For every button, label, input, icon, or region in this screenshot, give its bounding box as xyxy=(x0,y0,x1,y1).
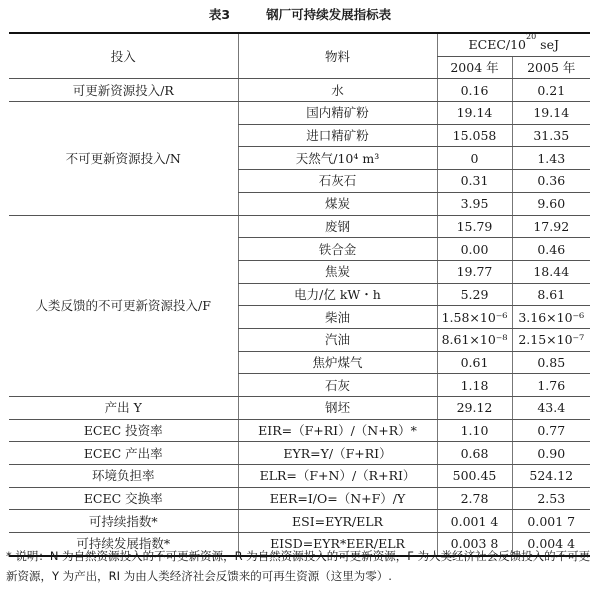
value-2004: 0.61 xyxy=(437,351,512,374)
indicator-label: ECEC 产出率 xyxy=(9,442,238,465)
value-2005: 0.36 xyxy=(512,170,590,193)
value-2005: 1.76 xyxy=(512,374,590,397)
value-2005: 17.92 xyxy=(512,215,590,238)
material-cell: 汽油 xyxy=(238,328,437,351)
value-2005: 2.53 xyxy=(512,487,590,510)
value-2005: 19.14 xyxy=(512,102,590,125)
value-2005: 18.44 xyxy=(512,260,590,283)
value-2005: 31.35 xyxy=(512,124,590,147)
indicator-label: 可持续指数* xyxy=(9,510,238,533)
indicator-label: 环境负担率 xyxy=(9,465,238,488)
value-2005: 0.21 xyxy=(512,79,590,102)
material-cell: 柴油 xyxy=(238,306,437,329)
table-number: 表3 xyxy=(208,7,231,22)
value-2005: 0.90 xyxy=(512,442,590,465)
value-2005: 0.001 7 xyxy=(512,510,590,533)
indicator-formula: EER=I/O=（N+F）/Y xyxy=(238,487,437,510)
table-footnote: * 说明：N 为自然资源投入的不可更新资源，R 为自然资源投入的可更新资源，F 为人类经济社会反馈投入的不可更新资源，Y 为产出，RI 为由人类经济社会反馈来的可再生资源（这里为零）. xyxy=(6,549,591,583)
value-2005: 43.4 xyxy=(512,397,590,420)
material-cell: 焦炉煤气 xyxy=(238,351,437,374)
material-cell: 进口精矿粉 xyxy=(238,124,437,147)
value-2004: 0 xyxy=(437,147,512,170)
material-cell: 铁合金 xyxy=(238,238,437,261)
value-2005: 0.85 xyxy=(512,351,590,374)
value-2004: 0.00 xyxy=(437,238,512,261)
value-2005: 524.12 xyxy=(512,465,590,488)
header-row xyxy=(9,33,590,56)
material-cell: 煤炭 xyxy=(238,192,437,215)
material-cell: 焦炭 xyxy=(238,260,437,283)
material-cell: 水 xyxy=(238,79,437,102)
indicator-label: 可持续发展指数* xyxy=(9,533,238,556)
value-2004: 0.16 xyxy=(437,79,512,102)
value-2004: 1.58×10⁻⁶ xyxy=(437,306,512,329)
group-label: 不可更新资源投入/N xyxy=(9,102,238,215)
value-2005: 1.43 xyxy=(512,147,590,170)
value-2004: 0.68 xyxy=(437,442,512,465)
value-2004: 2.78 xyxy=(437,487,512,510)
value-2004: 0.003 8 xyxy=(437,533,512,556)
header-material: 物料 xyxy=(238,33,437,79)
material-cell: 天然气/10⁴ m³ xyxy=(238,147,437,170)
group-label: 可更新资源投入/R xyxy=(9,79,238,102)
sustainability-index-table xyxy=(9,32,590,557)
indicator-formula: EISD=EYR*EER/ELR xyxy=(238,533,437,556)
header-input: 投入 xyxy=(9,33,238,79)
header-year-2004: 2004 年 xyxy=(437,56,512,79)
table-row xyxy=(9,215,590,238)
value-2004: 500.45 xyxy=(437,465,512,488)
indicator-row xyxy=(9,397,590,420)
indicator-formula: EYR=Y/（F+RI） xyxy=(238,442,437,465)
value-2004: 5.29 xyxy=(437,283,512,306)
indicator-formula: ESI=EYR/ELR xyxy=(238,510,437,533)
value-2004: 15.79 xyxy=(437,215,512,238)
value-2004: 1.18 xyxy=(437,374,512,397)
indicator-formula: ELR=（F+N）/（R+RI） xyxy=(238,465,437,488)
indicator-formula: EIR=（F+RI）/（N+R）* xyxy=(238,419,437,442)
value-2005: 0.46 xyxy=(512,238,590,261)
material-cell: 废钢 xyxy=(238,215,437,238)
value-2004: 29.12 xyxy=(437,397,512,420)
value-2005: 0.77 xyxy=(512,419,590,442)
value-2004: 19.14 xyxy=(437,102,512,125)
table-row xyxy=(9,79,590,102)
material-cell: 石灰 xyxy=(238,374,437,397)
value-2004: 1.10 xyxy=(437,419,512,442)
value-2005: 2.15×10⁻⁷ xyxy=(512,328,590,351)
indicator-row xyxy=(9,465,590,488)
value-2004: 8.61×10⁻⁸ xyxy=(437,328,512,351)
indicator-label: ECEC 投资率 xyxy=(9,419,238,442)
indicator-label: 产出 Y xyxy=(9,397,238,420)
table-caption xyxy=(0,5,600,23)
value-2005: 9.60 xyxy=(512,192,590,215)
indicator-row xyxy=(9,442,590,465)
indicator-row xyxy=(9,510,590,533)
value-2004: 0.001 4 xyxy=(437,510,512,533)
value-2004: 15.058 xyxy=(437,124,512,147)
table-title: 钢厂可持续发展指标表 xyxy=(266,7,392,22)
value-2005: 3.16×10⁻⁶ xyxy=(512,306,590,329)
value-2004: 19.77 xyxy=(437,260,512,283)
material-cell: 国内精矿粉 xyxy=(238,102,437,125)
header-year-2005: 2005 年 xyxy=(512,56,590,79)
table-row xyxy=(9,102,590,125)
indicator-label: ECEC 交换率 xyxy=(9,487,238,510)
material-cell: 石灰石 xyxy=(238,170,437,193)
value-2004: 3.95 xyxy=(437,192,512,215)
header-unit: ECEC/$10^{20}$ seJ xyxy=(437,33,590,56)
value-2005: 8.61 xyxy=(512,283,590,306)
value-2005: 0.004 4 xyxy=(512,533,590,556)
group-label: 人类反馈的不可更新资源投入/F xyxy=(9,215,238,397)
value-2004: 0.31 xyxy=(437,170,512,193)
indicator-formula: 钢坯 xyxy=(238,397,437,420)
indicator-row xyxy=(9,419,590,442)
material-cell: 电力/亿 kW・h xyxy=(238,283,437,306)
indicator-row xyxy=(9,487,590,510)
